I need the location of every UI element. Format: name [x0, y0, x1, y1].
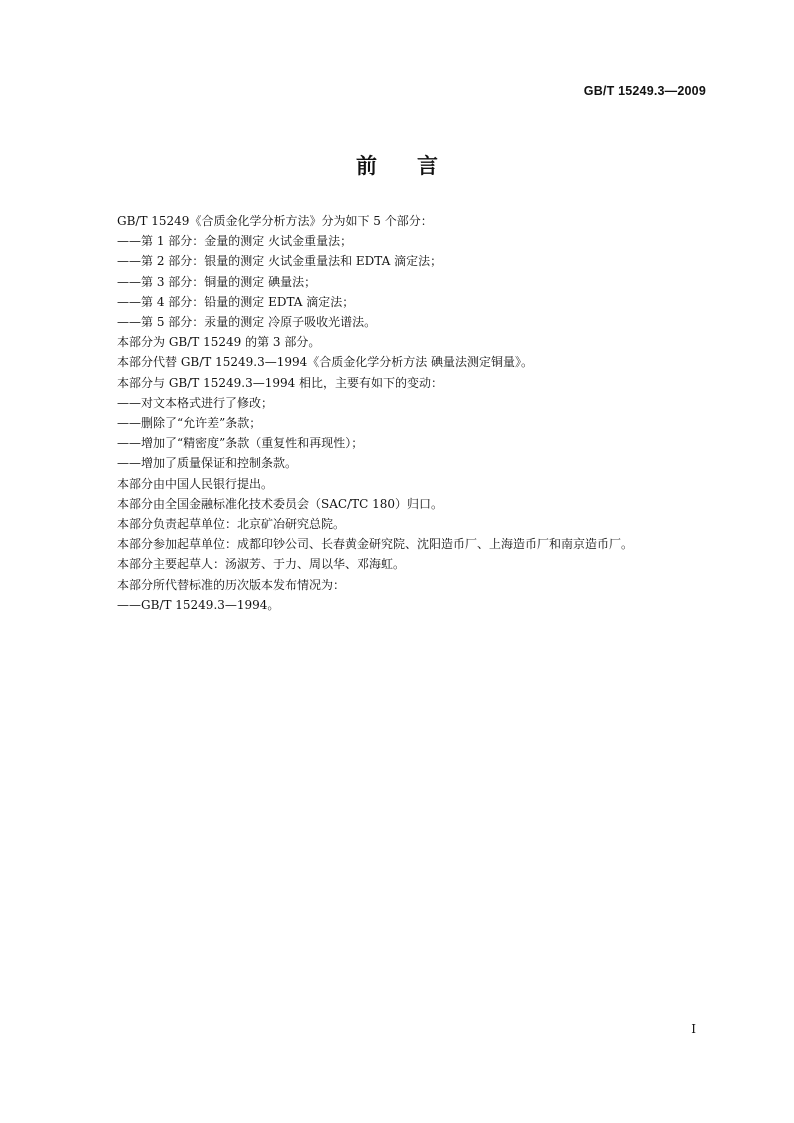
page-title	[0, 150, 794, 180]
text-line: 本部分由全国金融标准化技术委员会（SAC/TC 180）归口。	[117, 496, 444, 511]
page-title-part2: 言	[417, 154, 438, 178]
preface-body	[117, 211, 717, 615]
text-line: ——增加了“精密度”条款（重复性和再现性）；	[117, 436, 364, 451]
text-line: 本部分负责起草单位：北京矿冶研究总院。	[117, 517, 346, 532]
text-line: 本部分由中国人民银行提出。	[117, 476, 274, 491]
text-line: ——第 4 部分：铅量的测定 EDTA 滴定法；	[117, 294, 355, 309]
text-line: 本部分与 GB/T 15249.3—1994 相比，主要有如下的变动：	[117, 375, 444, 390]
text-line: 本部分参加起草单位：成都印钞公司、长春黄金研究院、沈阳造币厂、上海造币厂和南京造币厂。	[117, 537, 634, 552]
text-line: ——删除了“允许差”条款；	[117, 416, 262, 431]
text-line: 本部分为 GB/T 15249 的第 3 部分。	[117, 335, 321, 350]
text-line: GB/T 15249《合质金化学分析方法》分为如下 5 个部分：	[117, 214, 433, 228]
text-line: ——第 2 部分：银量的测定 火试金重量法和 EDTA 滴定法；	[117, 254, 443, 269]
page-title-part1: 前	[356, 154, 377, 178]
text-line: ——第 3 部分：铜量的测定 碘量法；	[117, 274, 317, 289]
text-line: ——对文本格式进行了修改；	[117, 395, 274, 410]
text-line: ——GB/T 15249.3—1994。	[117, 597, 280, 612]
text-line: ——第 1 部分：金量的测定 火试金重量法；	[117, 234, 353, 249]
page-number: I	[691, 1022, 696, 1036]
text-line: ——增加了质量保证和控制条款。	[117, 456, 298, 471]
text-line: 本部分主要起草人：汤淑芳、于力、周以华、邓海虹。	[117, 557, 406, 572]
text-line: ——第 5 部分：汞量的测定 冷原子吸收光谱法。	[117, 315, 377, 330]
text-line: 本部分代替 GB/T 15249.3—1994《合质金化学分析方法 碘量法测定铜量》。	[117, 355, 534, 370]
text-line: 本部分所代替标准的历次版本发布情况为：	[117, 577, 346, 592]
standard-code: GB/T 15249.3—2009	[583, 84, 706, 98]
